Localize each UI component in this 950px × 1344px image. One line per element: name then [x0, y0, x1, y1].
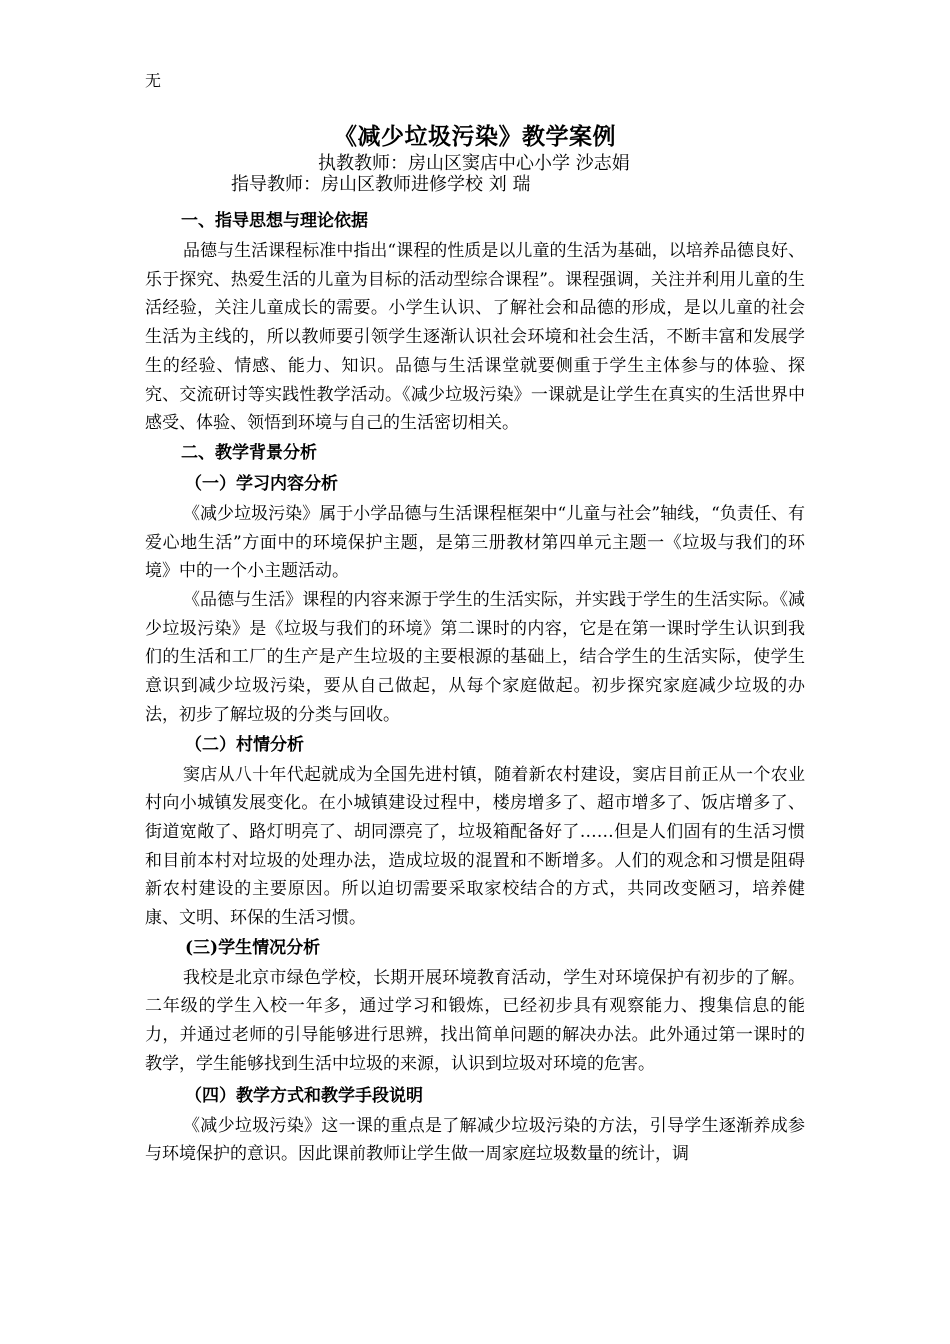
header-mark: 无	[145, 71, 162, 90]
document-body	[145, 206, 805, 1169]
document-title: 《减少垃圾污染》教学案例	[334, 123, 616, 150]
section-heading: 二、教学背景分析	[181, 442, 317, 463]
subsection-heading: （二）村情分析	[185, 734, 304, 755]
subsection-heading: （一）学习内容分析	[185, 473, 338, 494]
paragraph: 品德与生活课程标准中指出“课程的性质是以儿童的生活为基础，以培养品德良好、乐于探究、热爱生活的儿童为目标的活动型综合课程”。课程强调，关注并利用儿童的生活经验，关注儿童成长的需要。小学生认识、了解社会和品德的形成，是以儿童的社会生活为主线的，所以教师要引领学生逐渐认识社会环境和社会生活，不断丰富和发展学生的经验、情感、能力、知识。品德与生活课堂就要侧重于学生主体参与的体验、探究、交流研讨等实践性教学活动。《减少垃圾污染》一课就是让学生在真实的生活世界中感受、体验、领悟到环境与自己的生活密切相关。	[145, 241, 805, 434]
subsection-heading: （四）教学方式和教学手段说明	[185, 1085, 423, 1106]
guide-teacher-line: 指导教师：房山区教师进修学校 刘 瑞	[231, 174, 531, 195]
paragraph: 我校是北京市绿色学校，长期开展环境教育活动，学生对环境保护有初步的了解。二年级的学生入校一年多，通过学习和锻炼，已经初步具有观察能力、搜集信息的能力，并通过老师的引导能够进行思辨，找出简单问题的解决办法。此外通过第一课时的教学，学生能够找到生活中垃圾的来源，认识到垃圾对环境的危害。	[145, 967, 805, 1074]
section-heading: 一、指导思想与理论依据	[181, 211, 368, 231]
paragraph: 《减少垃圾污染》这一课的重点是了解减少垃圾污染的方法，引导学生逐渐养成参与环境保护的意识。因此课前教师让学生做一周家庭垃圾数量的统计，调	[145, 1115, 805, 1165]
teacher-line: 执教教师：房山区窦店中心小学 沙志娟	[318, 153, 630, 174]
paragraph: 窦店从八十年代起就成为全国先进村镇，随着新农村建设，窦店目前正从一个农业村向小城镇发展变化。在小城镇建设过程中，楼房增多了、超市增多了、饭店增多了、街道宽敞了、路灯明亮了、胡同漂亮了，垃圾箱配备好了……但是人们固有的生活习惯和目前本村对垃圾的处理办法，造成垃圾的混置和不断增多。人们的观念和习惯是阻碍新农村建设的主要原因。所以迫切需要采取家校结合的方式，共同改变陋习，培养健康、文明、环保的生活习惯。	[145, 764, 805, 929]
paragraph: 《减少垃圾污染》属于小学品德与生活课程框架中“儿童与社会”轴线，“负责任、有爱心地生活”方面中的环境保护主题，是第三册教材第四单元主题一《垃圾与我们的环境》中的一个小主题活动。	[145, 503, 805, 582]
subsection-heading: (三)学生情况分析	[185, 937, 321, 958]
paragraph: 《品德与生活》课程的内容来源于学生的生活实际，并实践于学生的生活实际。《减少垃圾污染》是《垃圾与我们的环境》第二课时的内容，它是在第一课时学生认识到我们的生活和工厂的生产是产生垃圾的主要根源的基础上，结合学生的生活实际，使学生意识到减少垃圾污染，要从自己做起，从每个家庭做起。初步探究家庭减少垃圾的办法，初步了解垃圾的分类与回收。	[145, 590, 805, 725]
